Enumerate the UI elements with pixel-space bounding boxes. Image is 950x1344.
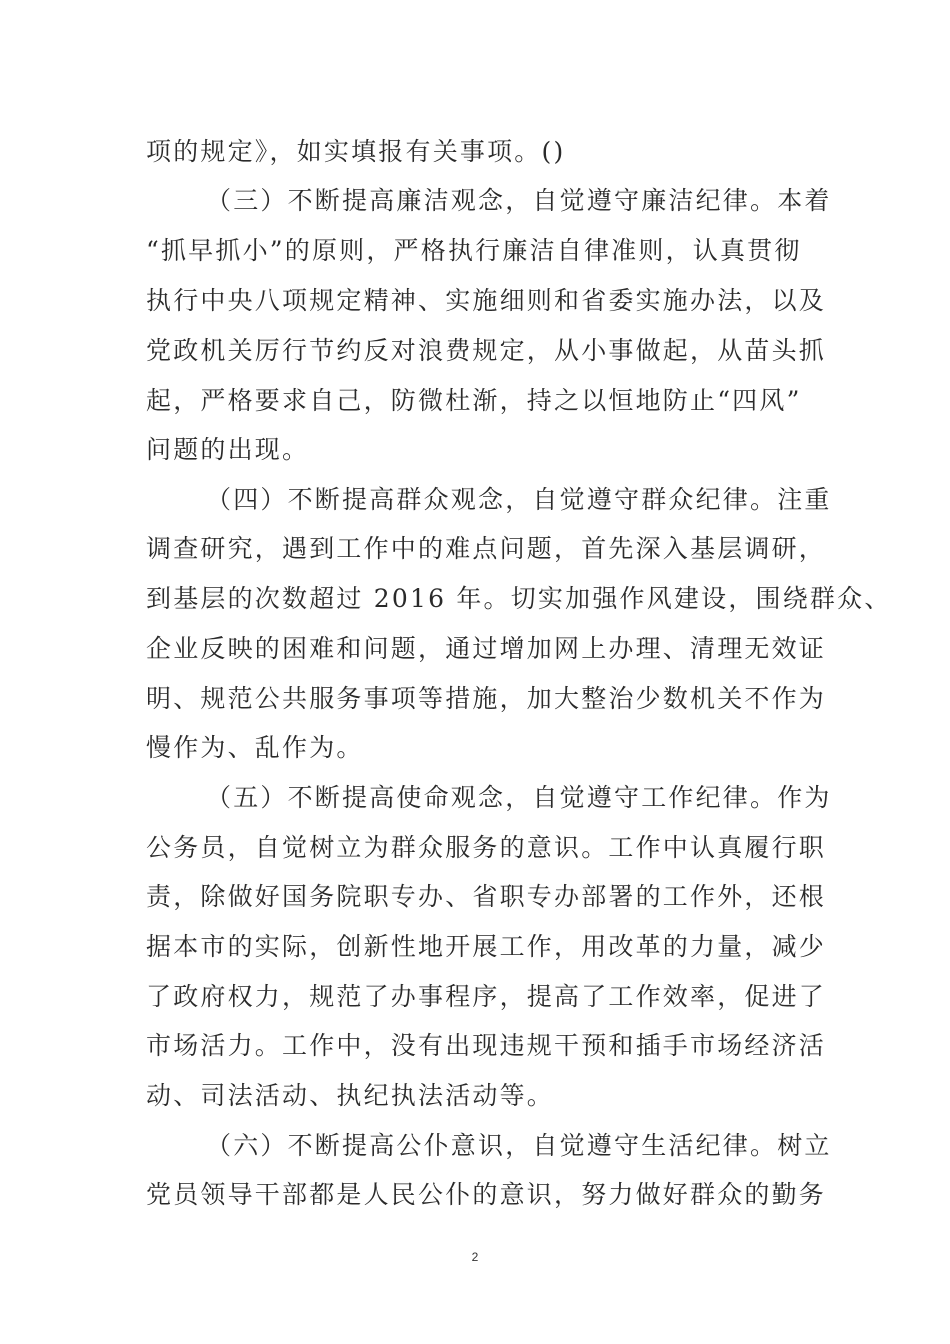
text-line: “抓早抓小”的原则，严格执行廉洁自律准则，认真贯彻 [146, 236, 802, 265]
text-line: 调查研究，遇到工作中的难点问题，首先深入基层调研， [146, 534, 827, 563]
text-line: 公务员，自觉树立为群众服务的意识。工作中认真履行职 [146, 833, 827, 862]
text-line: 慢作为、乱作为。 [146, 733, 364, 762]
text-line: 动、司法活动、执纪执法活动等。 [146, 1081, 555, 1110]
text-line: 了政府权力，规范了办事程序，提高了工作效率，促进了 [146, 982, 827, 1011]
text-line: 据本市的实际，创新性地开展工作，用改革的力量，减少 [146, 932, 827, 961]
text-line: 执行中央八项规定精神、实施细则和省委实施办法，以及 [146, 286, 827, 315]
text-line: 到基层的次数超过 2016 年。切实加强作风建设，围绕群众、 [146, 584, 892, 613]
paragraph-4-heading-line: （四）不断提高群众观念，自觉遵守群众纪律。注重 [206, 485, 832, 514]
text-line: 党员领导干部都是人民公仆的意识，努力做好群众的勤务 [146, 1180, 827, 1209]
paragraph-5-heading-line: （五）不断提高使命观念，自觉遵守工作纪律。作为 [206, 783, 832, 812]
text-line: 企业反映的困难和问题，通过增加网上办理、清理无效证 [146, 634, 827, 663]
text-line: 起，严格要求自己，防微杜渐，持之以恒地防止“四风” [146, 386, 802, 415]
text-line: 市场活力。工作中，没有出现违规干预和插手市场经济活 [146, 1031, 827, 1060]
page-number: 2 [471, 1250, 479, 1264]
text-line: 问题的出现。 [146, 435, 310, 464]
paragraph-3-heading-line: （三）不断提高廉洁观念，自觉遵守廉洁纪律。本着 [206, 186, 832, 215]
text-line: 责，除做好国务院职专办、省职专办部署的工作外，还根 [146, 882, 827, 911]
text-line: 项的规定》，如实填报有关事项。() [146, 137, 566, 166]
paragraph-6-heading-line: （六）不断提高公仆意识，自觉遵守生活纪律。树立 [206, 1131, 832, 1160]
text-line: 明、规范公共服务事项等措施，加大整治少数机关不作为 [146, 684, 827, 713]
text-line: 党政机关厉行节约反对浪费规定，从小事做起，从苗头抓 [146, 336, 827, 365]
